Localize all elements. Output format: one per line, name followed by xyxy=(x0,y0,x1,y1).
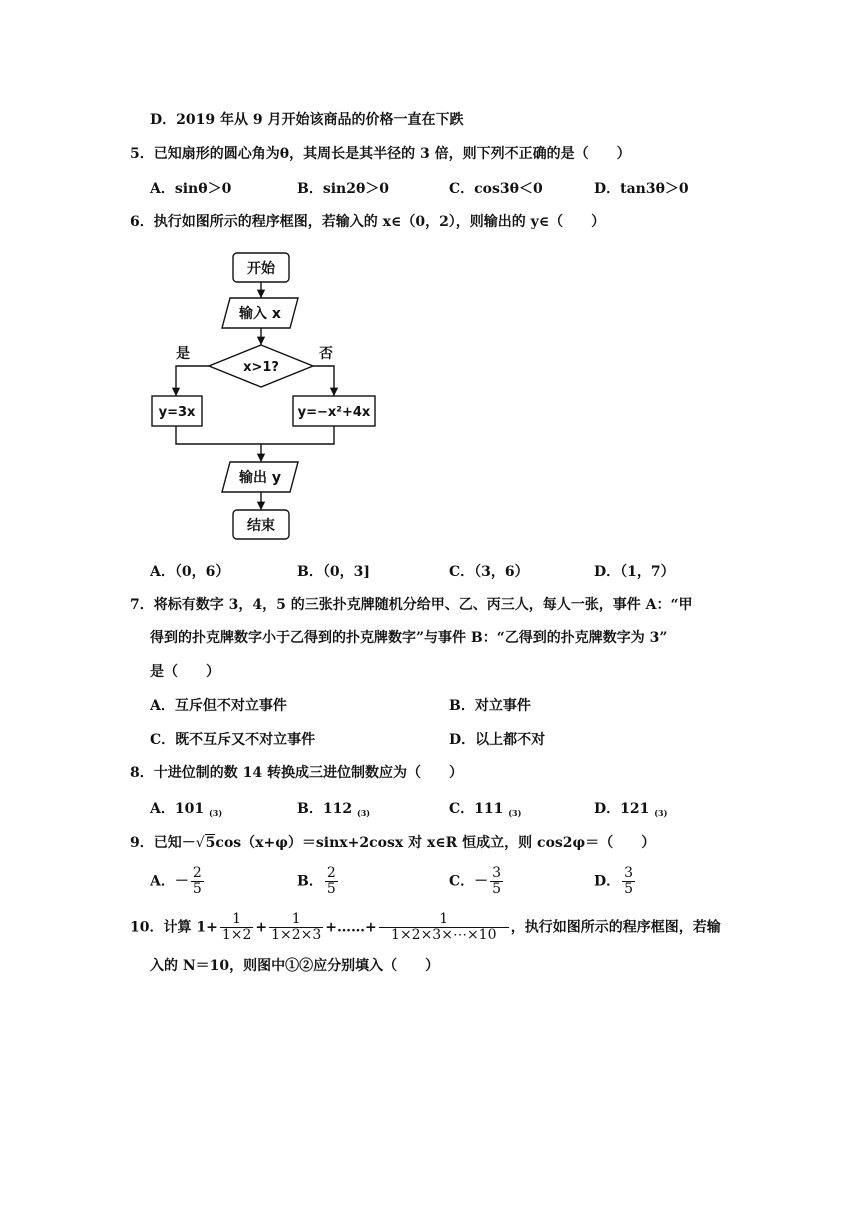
flow-yes-label: 是 xyxy=(176,346,190,362)
flow-end-text: 结束 xyxy=(247,518,275,534)
q5-option-a: A．sinθ＞0 xyxy=(150,181,232,197)
flow-right-text: y=−x²+4x xyxy=(297,405,371,420)
q7-option-a: A．互斥但不对立事件 xyxy=(150,698,287,714)
flow-left-text: y=3x xyxy=(158,405,196,420)
q6-option-c: C．（3，6） xyxy=(449,564,529,580)
q7-option-d: D．以上都不对 xyxy=(449,732,546,748)
flow-cond-text: x>1? xyxy=(243,360,279,375)
flow-start-text: 开始 xyxy=(247,261,275,277)
q9-option-a: A．－ $\frac{2}{5}$ xyxy=(150,865,202,897)
flow-output-text: 输出 y xyxy=(239,470,281,486)
q5-option-c: C．cos3θ＜0 xyxy=(449,181,543,197)
q4-option-d: D．2019 年从 9 月开始该商品的价格一直在下跌 xyxy=(150,112,464,128)
q6-option-b: B．（0，3] xyxy=(297,564,370,580)
q6-option-d: D．（1，7） xyxy=(594,564,675,580)
q9-stem: 9．已知－√5cos（x+φ）＝sinx+2cosx 对 x∈R 恒成立，则 cos2φ＝（ ） xyxy=(130,835,656,851)
q8-option-b: B．112 $_{(3)}$ xyxy=(297,801,371,818)
q6-option-a: A．（0，6） xyxy=(150,564,230,580)
q7-stem-line1: 7．将标有数字 3，4，5 的三张扑克牌随机分给甲、乙、丙三人，每人一张，事件 A：“甲 xyxy=(130,597,693,613)
q10-stem-line1: 10．计算 1+ $\frac{1}{1\times 2}$ + $\frac{1}{1\times 2\times 3}$ +……+ $\frac{1}{1\times 2\times 3\times\cdots\times 10}$ ，执行如图所示的程序框图，若输 xyxy=(130,911,721,943)
q9-option-d: D． $\frac{3}{5}$ xyxy=(594,865,634,897)
q5-option-d: D．tan3θ＞0 xyxy=(594,181,689,197)
q5-option-b: B．sin2θ＞0 xyxy=(297,181,390,197)
q9-option-b: B． $\frac{2}{5}$ xyxy=(297,865,336,897)
flow-no-label: 否 xyxy=(319,346,333,362)
q6-stem: 6．执行如图所示的程序框图，若输入的 x∈（0，2），则输出的 y∈（ ） xyxy=(130,214,606,230)
q7-stem-line2: 得到的扑克牌数字小于乙得到的扑克牌数字”与事件 B：“乙得到的扑克牌数字为 3” xyxy=(150,630,668,646)
q10-stem-line2: 入的 N＝10，则图中①②应分别填入（ ） xyxy=(150,958,440,974)
q7-option-b: B．对立事件 xyxy=(449,698,531,714)
flow-input-text: 输入 x xyxy=(239,306,281,322)
q8-stem: 8．十进位制的数 14 转换成三进位制数应为（ ） xyxy=(130,765,463,781)
flowchart xyxy=(0,0,860,560)
q8-option-c: C．111 $_{(3)}$ xyxy=(449,801,522,818)
q5-stem: 5．已知扇形的圆心角为θ，其周长是其半径的 3 倍，则下列不正确的是（ ） xyxy=(130,146,631,162)
q7-stem-line3: 是（ ） xyxy=(150,664,220,680)
q8-option-d: D．121 $_{(3)}$ xyxy=(594,801,668,818)
q8-option-a: A．101 $_{(3)}$ xyxy=(150,801,223,818)
q9-option-c: C．－ $\frac{3}{5}$ xyxy=(449,865,502,897)
q7-option-c: C．既不互斥又不对立事件 xyxy=(150,732,316,748)
